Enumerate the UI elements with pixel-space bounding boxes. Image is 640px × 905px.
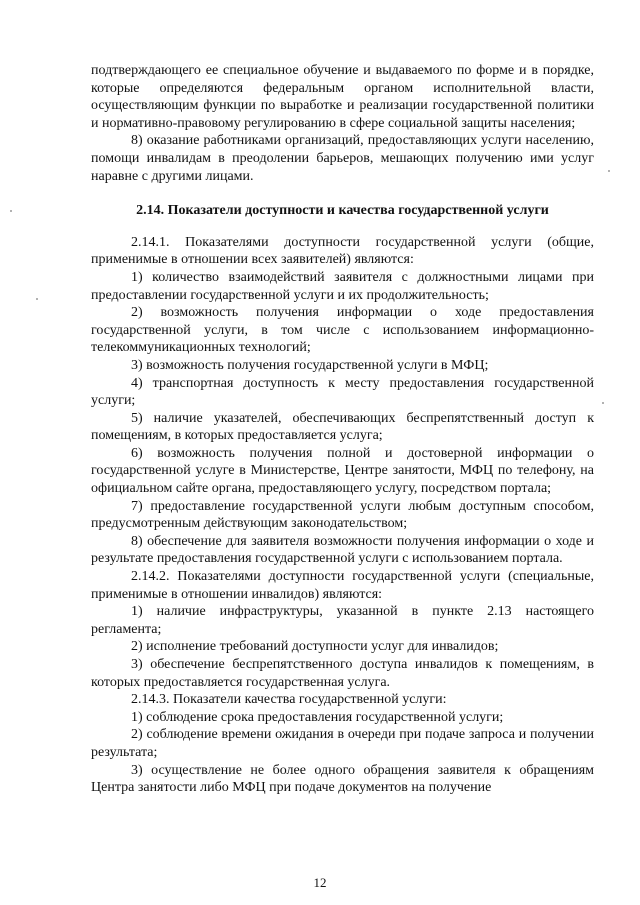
section-heading: 2.14. Показатели доступности и качества государственной услуги [136,203,549,219]
scan-speck [10,210,12,212]
scan-speck [602,402,604,404]
list-item-6: 6) возможность получения полной и достоверной информации о государственной услуге в Министерстве, Центре занятости, МФЦ по телефону, на официальном сайте органа, предоставляющего услугу, посредством портала; [91,445,594,497]
list-item-3: 3) возможность получения государственной услуги в МФЦ; [131,357,489,373]
list-item-3-special: 3) обеспечение беспрепятственного доступа инвалидов к помещениям, в которых предоставляется государственная услуга. [91,657,594,690]
paragraph-2-14-1: 2.14.1. Показателями доступности государственной услуги (общие, применимые в отношении всех заявителей) являются: [91,234,594,268]
document-body [91,62,594,797]
list-item-1-quality: 1) соблюдение срока предоставления государственной услуги; [131,709,504,725]
paragraph-continuation: подтверждающего ее специальное обучение и выдаваемого по форме и в порядке, которые определяются федеральным органом исполнительной власти, осуществляющим функции по выработке и реализации государственной политики и нормативно-правовому регулированию в сфере социальной защиты населения; [91,63,594,131]
page-number: 12 [313,875,327,890]
scan-speck [36,298,38,300]
list-item-8: 8) обеспечение для заявителя возможности получения информации о ходе и результате предоставления государственной услуги с использованием портала. [91,533,594,567]
paragraph-2-14-2: 2.14.2. Показателями доступности государственной услуги (специальные, применимые в отношении инвалидов) являются: [91,569,594,602]
paragraph-2-14-3: 2.14.3. Показатели качества государственной услуги: [131,692,447,708]
list-item-7: 7) предоставление государственной услуги любым доступным способом, предусмотренным действующим законодательством; [91,498,594,532]
list-item-3-quality: 3) осуществление не более одного обращения заявителя к обращениям Центра занятости либо МФЦ при подаче документов на получение [91,762,594,796]
list-item-2-quality: 2) соблюдение времени ожидания в очереди при подаче запроса и получении результата; [91,727,594,760]
list-item-2-special: 2) исполнение требований доступности услуг для инвалидов; [131,639,499,655]
list-item-4: 4) транспортная доступность к месту предоставления государственной услуги; [91,375,594,409]
list-item-1-special: 1) наличие инфраструктуры, указанной в пункте 2.13 настоящего регламента; [91,604,594,637]
list-item-1: 1) количество взаимодействий заявителя с должностными лицами при предоставлении государственной услуги и их продолжительность; [91,269,594,303]
paragraph-item-8: 8) оказание работниками организаций, предоставляющих услуги населению, помощи инвалидам в преодолении барьеров, мешающих получению ими услуг наравне с другими лицами. [91,133,594,184]
scan-speck [608,170,610,172]
list-item-2: 2) возможность получения информации о ходе предоставления государственной услуги, в том числе с использованием информационно-телекоммуникационных технологий; [91,305,594,356]
list-item-5: 5) наличие указателей, обеспечивающих беспрепятственный доступ к помещениям, в которых предоставляется услуга; [91,410,594,444]
